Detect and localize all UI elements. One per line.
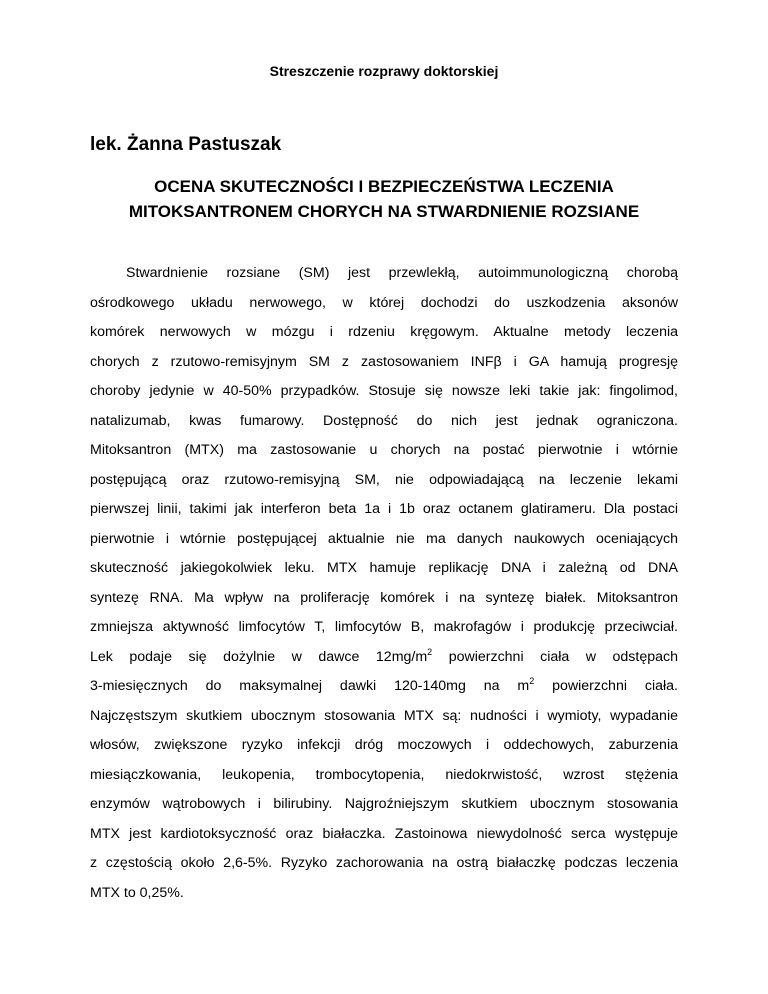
abstract-line: choroby jedynie w 40-50% przypadków. Stosuje się nowsze leki takie jak: fingolimod, bbox=[90, 383, 678, 399]
abstract-line: ośrodkowego układu nerwowego, w której dochodzi do uszkodzenia aksonów bbox=[90, 294, 678, 311]
abstract-line: Stwardnienie rozsiane (SM) jest przewlekłą, autoimmunologiczną chorobą bbox=[126, 265, 678, 281]
abstract-line: chorych z rzutowo-remisyjnym SM z zastosowaniem INFβ i GA hamują progresję bbox=[90, 353, 678, 370]
abstract-line: enzymów wątrobowych i bilirubiny. Najgroźniejszym skutkiem ubocznym stosowania bbox=[90, 796, 678, 812]
abstract-line: zmniejsza aktywność limfocytów T, limfocytów B, makrofagów i produkcję przeciwciał. bbox=[90, 619, 678, 635]
superscript: 2 bbox=[529, 676, 535, 686]
abstract-line: MTX to 0,25%. bbox=[90, 884, 184, 901]
abstract-line: natalizumab, kwas fumarowy. Dostępność do nich jest jednak ograniczona. bbox=[90, 412, 678, 429]
abstract-line: z częstością około 2,6-5%. Ryzyko zachorowania na ostrą białaczkę podczas leczenia bbox=[90, 855, 678, 871]
abstract-line: pierwszej linii, takimi jak interferon beta 1a i 1b oraz octanem glatirameru. Dla postaci bbox=[90, 501, 678, 517]
abstract-line: Mitoksantron (MTX) ma zastosowanie u chorych na postać pierwotnie i wtórnie bbox=[90, 442, 678, 458]
abstract-line: MTX jest kardiotoksyczność oraz białaczka. Zastoinowa niewydolność serca występuje bbox=[90, 825, 678, 842]
abstract-line-dose bbox=[90, 643, 678, 673]
thesis-title-line-1: OCENA SKUTECZNOŚCI I BEZPIECZEŃSTWA LECZENIA bbox=[154, 177, 614, 196]
author-name: lek. Żanna Pastuszak bbox=[90, 134, 282, 155]
abstract-line: włosów, zwiększone ryzyko infekcji dróg moczowych i oddechowych, zaburzenia bbox=[90, 737, 678, 753]
abstract-line: postępującą oraz rzutowo-remisyjną SM, nie odpowiadającą na leczenie lekami bbox=[90, 471, 678, 488]
abstract-line: komórek nerwowych w mózgu i rdzeniu kręgowym. Aktualne metody leczenia bbox=[90, 324, 678, 340]
abstract-text: powierzchni ciała w odstępach bbox=[448, 648, 678, 665]
abstract-line-max-dose bbox=[90, 672, 678, 702]
abstract-text: powierzchni ciała. bbox=[552, 678, 678, 694]
abstract-line: Najczęstszym skutkiem ubocznym stosowania MTX są: nudności i wymioty, wypadanie bbox=[90, 707, 678, 724]
thesis-title bbox=[90, 174, 678, 224]
abstract-line: pierwotnie i wtórnie postępującej aktualnie nie ma danych naukowych oceniających bbox=[90, 530, 678, 547]
abstract-line: skuteczność jakiegokolwiek leku. MTX hamuje replikację DNA i zależną od DNA bbox=[90, 560, 678, 576]
abstract-text: 3-miesięcznych do maksymalnej dawki 120-140mg na m bbox=[90, 678, 530, 694]
abstract-line: syntezę RNA. Ma wpływ na proliferację komórek i na syntezę białek. Mitoksantron bbox=[90, 589, 678, 606]
document-header-title: Streszczenie rozprawy doktorskiej bbox=[269, 63, 499, 79]
abstract-text: Lek podaje się dożylnie w dawce 12mg/m bbox=[90, 648, 428, 665]
superscript: 2 bbox=[427, 646, 433, 657]
thesis-title-line-2: MITOKSANTRONEM CHORYCH NA STWARDNIENIE ROZSIANE bbox=[128, 202, 640, 221]
abstract-paragraph bbox=[90, 259, 678, 908]
abstract-line: miesiączkowania, leukopenia, trombocytopenia, niedokrwistość, wzrost stężenia bbox=[90, 766, 678, 783]
